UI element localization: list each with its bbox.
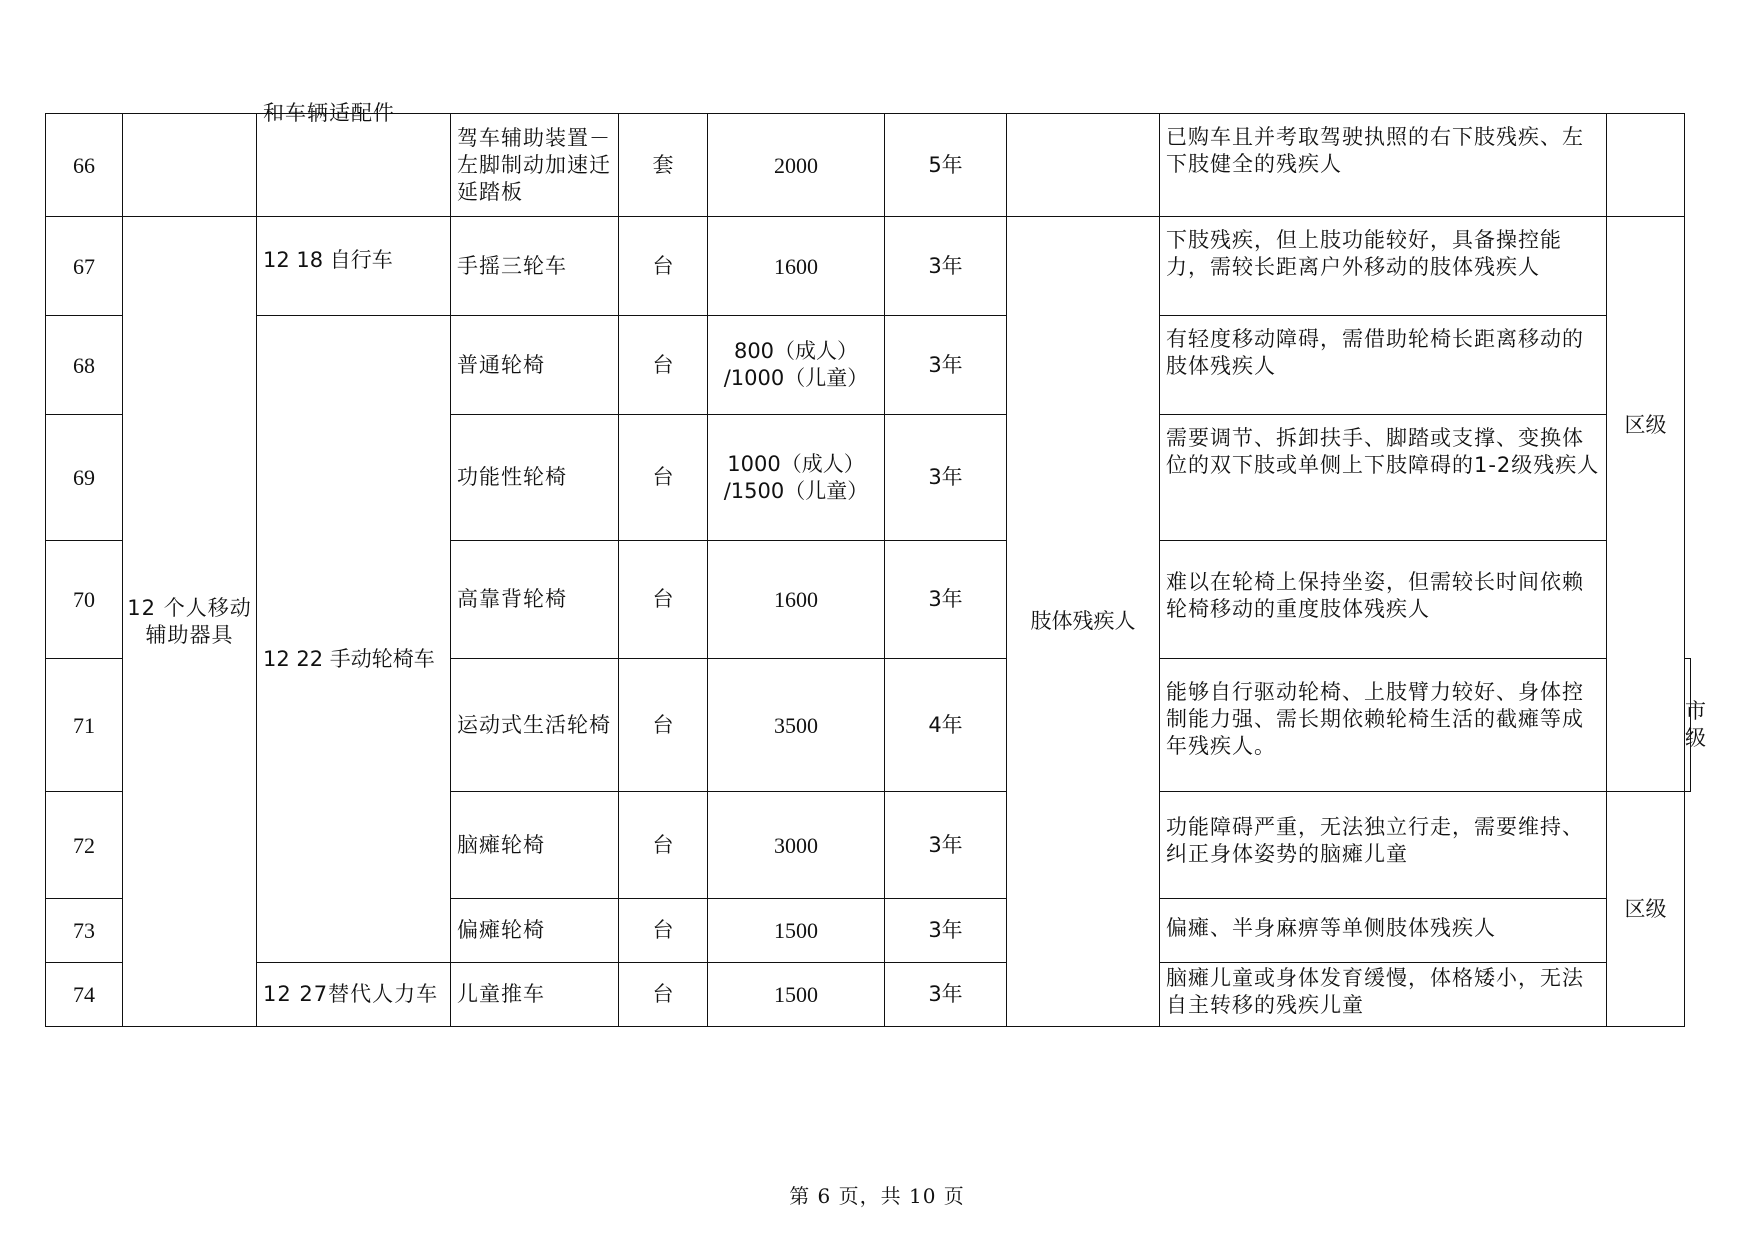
- price-cell: 2000: [708, 114, 885, 217]
- period-cell: 5年: [885, 114, 1007, 217]
- item-name: 普通轮椅: [451, 316, 619, 415]
- period-cell: 3年: [885, 963, 1007, 1027]
- category-cell: [123, 114, 257, 217]
- item-name: 手摇三轮车: [451, 217, 619, 316]
- item-name: 儿童推车: [451, 963, 619, 1027]
- condition-cell: 能够自行驱动轮椅、上肢臂力较好、身体控制能力强、需长期依赖轮椅生活的截瘫等成年残疾人。: [1160, 659, 1607, 792]
- target-cell: 肢体残疾人: [1007, 217, 1160, 1027]
- condition-cell: 需要调节、拆卸扶手、脚踏或支撑、变换体位的双下肢或单侧上下肢障碍的1-2级残疾人: [1160, 415, 1607, 541]
- subcategory-cell: 12 27替代人力车: [257, 963, 451, 1027]
- level-cell: 区级: [1607, 792, 1685, 1027]
- row-number: 74: [46, 963, 123, 1027]
- unit-cell: 台: [619, 541, 708, 659]
- table-row: [46, 217, 1691, 316]
- unit-cell: 套: [619, 114, 708, 217]
- unit-cell: 台: [619, 792, 708, 899]
- subcategory-cell: 12 18 自行车: [257, 217, 451, 316]
- row-number: 68: [46, 316, 123, 415]
- page-number: 第 6 页，共 10 页: [789, 1184, 965, 1208]
- row-number: 67: [46, 217, 123, 316]
- price-cell: [708, 316, 885, 415]
- price-cell: 1600: [708, 541, 885, 659]
- period-cell: 3年: [885, 541, 1007, 659]
- price-cell: [708, 415, 885, 541]
- unit-cell: 台: [619, 963, 708, 1027]
- period-cell: 3年: [885, 217, 1007, 316]
- item-name: 偏瘫轮椅: [451, 899, 619, 963]
- category-cell: 12 个人移动辅助器具: [123, 217, 257, 1027]
- period-cell: 3年: [885, 415, 1007, 541]
- item-name: 驾车辅助装置－左脚制动加速迁延踏板: [451, 114, 619, 217]
- table-row: [46, 114, 1691, 217]
- target-cell: [1007, 114, 1160, 217]
- period-cell: 3年: [885, 792, 1007, 899]
- subcategory-text: 和车辆适配件: [263, 101, 395, 125]
- condition-cell: 功能障碍严重，无法独立行走，需要维持、纠正身体姿势的脑瘫儿童: [1160, 792, 1607, 899]
- subcategory-cell: [257, 101, 451, 217]
- level-cell: 市级: [1685, 659, 1691, 792]
- unit-cell: 台: [619, 899, 708, 963]
- table-row: [46, 963, 1691, 1027]
- row-number: 66: [46, 114, 123, 217]
- equipment-table: [45, 101, 1706, 1027]
- period-cell: 3年: [885, 316, 1007, 415]
- level-cell: 区级: [1607, 217, 1685, 792]
- price-line-1: 800（成人）: [733, 339, 859, 363]
- price-cell: 1500: [708, 963, 885, 1027]
- table-row: [46, 316, 1691, 415]
- condition-cell: 已购车且并考取驾驶执照的右下肢残疾、左下肢健全的残疾人: [1160, 114, 1607, 217]
- condition-cell: 下肢残疾，但上肢功能较好，具备操控能力，需较长距离户外移动的肢体残疾人: [1160, 217, 1607, 316]
- price-cell: 1600: [708, 217, 885, 316]
- item-name: 功能性轮椅: [451, 415, 619, 541]
- price-cell: 3000: [708, 792, 885, 899]
- unit-cell: 台: [619, 316, 708, 415]
- row-number: 69: [46, 415, 123, 541]
- unit-cell: 台: [619, 659, 708, 792]
- price-cell: 1500: [708, 899, 885, 963]
- condition-cell: 脑瘫儿童或身体发育缓慢，体格矮小，无法自主转移的残疾儿童: [1160, 963, 1607, 1027]
- period-cell: 4年: [885, 659, 1007, 792]
- item-name: 运动式生活轮椅: [451, 659, 619, 792]
- subcategory-cell: 12 22 手动轮椅车: [257, 316, 451, 963]
- row-number: 70: [46, 541, 123, 659]
- unit-cell: 台: [619, 415, 708, 541]
- period-cell: 3年: [885, 899, 1007, 963]
- row-number: 71: [46, 659, 123, 792]
- condition-cell: 有轻度移动障碍，需借助轮椅长距离移动的肢体残疾人: [1160, 316, 1607, 415]
- row-number: 73: [46, 899, 123, 963]
- condition-cell: 偏瘫、半身麻痹等单侧肢体残疾人: [1160, 899, 1607, 963]
- row-number: 72: [46, 792, 123, 899]
- level-cell: [1607, 114, 1685, 217]
- item-name: 脑瘫轮椅: [451, 792, 619, 899]
- condition-cell: 难以在轮椅上保持坐姿，但需较长时间依赖轮椅移动的重度肢体残疾人: [1160, 541, 1607, 659]
- price-line-2: /1000（儿童）: [723, 366, 869, 390]
- price-cell: 3500: [708, 659, 885, 792]
- price-line-1: 1000（成人）: [727, 451, 865, 476]
- price-line-2: /1500（儿童）: [723, 478, 869, 503]
- unit-cell: 台: [619, 217, 708, 316]
- item-name: 高靠背轮椅: [451, 541, 619, 659]
